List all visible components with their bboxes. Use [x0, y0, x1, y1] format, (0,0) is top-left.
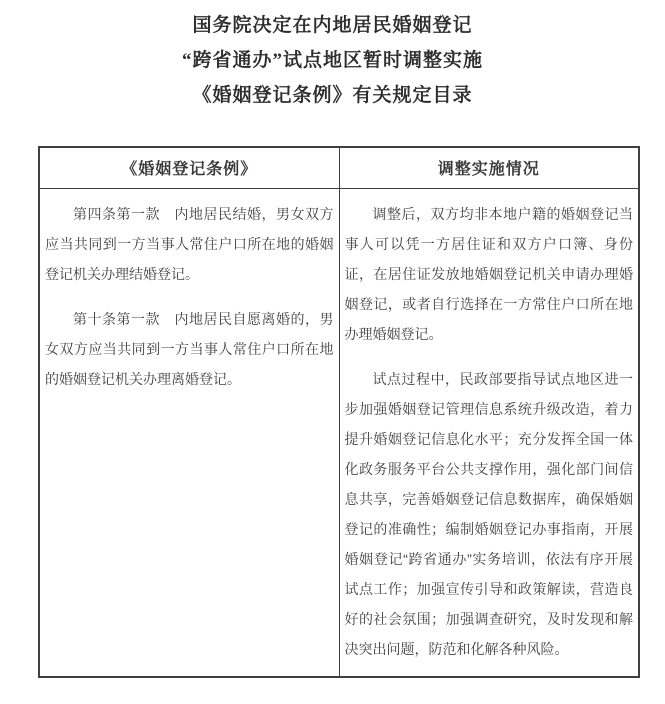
document-title-line-2: “跨省通办”试点地区暂时调整实施 [181, 50, 483, 71]
table-header-adjustment-column: 调整实施情况 [339, 147, 639, 188]
adjustment-paragraph-2: 试点过程中，民政部要指导试点地区进一步加强婚姻登记管理信息系统升级改造，着力提升婚姻登记信息化水平；充分发挥全国一体化政务服务平台公共支撑作用，强化部门间信息共享，完善婚姻登记信息数据库，确保婚姻登记的准确性；编制婚姻登记办事指南，开展婚姻登记“跨省通办”实务培训，依法有序开展试点工作；加强宣传引导和政策解读，营造良好的社会氛围；加强调查研究，及时发现和解决突出问题，防范和化解各种风险。 [344, 370, 633, 657]
regulation-paragraph-article-4: 第四条第一款 内地居民结婚，男女双方应当共同到一方当事人常住户口所在地的婚姻登记机关办理结婚登记。 [45, 205, 334, 282]
adjustment-paragraph-1: 调整后，双方均非本地户籍的婚姻登记当事人可以凭一方居住证和双方户口簿、身份证，在居住证发放地婚姻登记机关申请办理婚姻登记，或者自行选择在一方常住户口所在地办理婚姻登记。 [344, 205, 633, 342]
regulation-paragraph-article-10: 第十条第一款 内地居民自愿离婚的，男女双方应当共同到一方当事人常住户口所在地的婚姻登记机关办理离婚登记。 [45, 310, 334, 387]
table-header-regulation-column: 《婚姻登记条例》 [39, 147, 339, 188]
regulation-column-cell [39, 188, 339, 677]
document-title [0, 0, 665, 113]
document-title-line-3: 《婚姻登记条例》有关规定目录 [192, 85, 473, 106]
table-body-row [39, 188, 639, 677]
adjustment-column-cell [339, 188, 639, 677]
regulations-adjustment-table [38, 146, 640, 678]
table-header-row [39, 147, 639, 188]
document-title-line-1: 国务院决定在内地居民婚姻登记 [192, 15, 473, 36]
